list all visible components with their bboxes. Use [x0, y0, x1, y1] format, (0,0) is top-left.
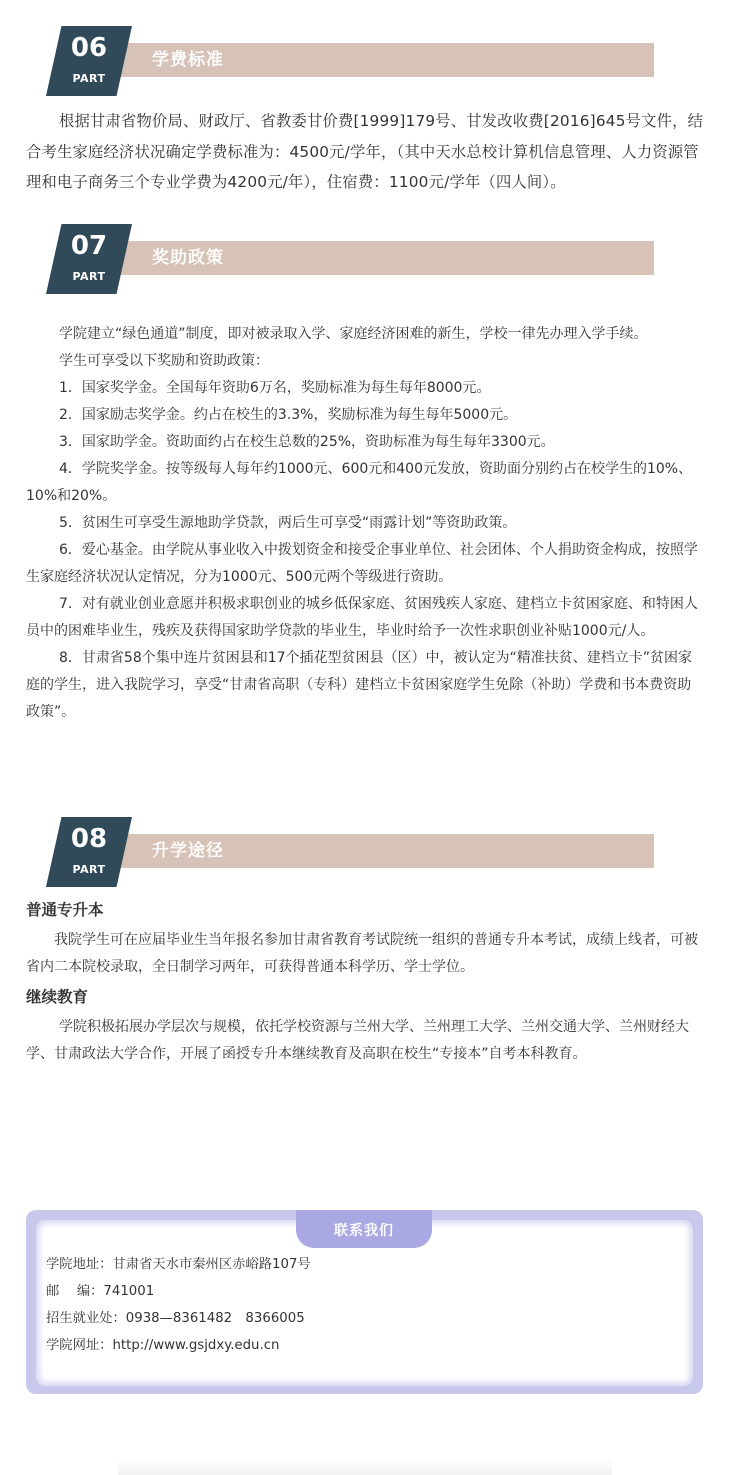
policy-item: 1．国家奖学金。全国每年资助6万名，奖励标准为每生每年8000元。: [59, 380, 491, 396]
section-number: 08: [70, 824, 108, 854]
section-title: 升学途径: [152, 841, 224, 861]
policy-item: 2．国家励志奖学金。约占在校生的3.3%，奖励标准为每生每年5000元。: [59, 407, 518, 423]
policy-item: 8．甘肃省58个集中连片贫困县和17个插花型贫困县（区）中，被认定为“精准扶贫、建档立卡”贫困家庭的学生，进入我院学习，享受“甘肃省高职（专科）建档立卡贫困家庭学生免除（补助）学费和书本费资助政策”。: [26, 650, 693, 720]
contact-title-tab: 联系我们: [296, 1210, 432, 1248]
policy-item: 4．学院奖学金。按等级每人每年约1000元、600元和400元发放，资助面分别约占在校学生的10%、10%和20%。: [26, 461, 693, 504]
policy-paragraph: 学院建立“绿色通道”制度，即对被录取入学、家庭经济困难的新生，学校一律先办理入学手续。: [59, 326, 648, 342]
section-header-07: [46, 224, 654, 294]
aid-policy-body: [26, 321, 704, 726]
policy-item: 6．爱心基金。由学院从事业收入中拨划资金和接受企事业单位、社会团体、个人捐助资金构成，按照学生家庭经济状况认定情况，分为1000元、500元两个等级进行资助。: [26, 542, 698, 585]
tuition-paragraph: 根据甘肃省物价局、财政厅、省教委甘价费[1999]179号、甘发改收费[2016]645号文件，结合考生家庭经济状况确定学费标准为：4500元/学年，（其中天水总校计算机信息管理、人力资源管理和电子商务三个专业学费为4200元/年），住宿费：1100元/学年（四人间）。: [26, 112, 704, 191]
section-title: 学费标准: [152, 50, 224, 70]
contact-phone: 招生就业处：0938—8361482 8366005: [46, 1311, 305, 1326]
contact-postcode: 邮 编：741001: [46, 1284, 155, 1299]
policy-item: 3．国家助学金。资助面约占在校生总数的25%，资助标准为每生每年3300元。: [59, 434, 555, 450]
footer-divider: [118, 1458, 612, 1475]
section-number: 06: [70, 33, 108, 63]
contact-address: 学院地址：甘肃省天水市秦州区赤峪路107号: [46, 1257, 311, 1272]
policy-item: 7．对有就业创业意愿并积极求职创业的城乡低保家庭、贫困残疾人家庭、建档立卡贫困家庭、和特困人员中的困难毕业生，残疾及获得国家助学贷款的毕业生，毕业时给予一次性求职创业补贴1000元/人。: [26, 596, 698, 639]
policy-item: 5．贫困生可享受生源地助学贷款，两后生可享受“雨露计划”等资助政策。: [59, 515, 517, 531]
upgrade-paragraph: 我院学生可在应届毕业生当年报名参加甘肃省教育考试院统一组织的普通专升本考试，成绩上线者，可被省内二本院校录取，全日制学习两年，可获得普通本科学历、学士学位。: [26, 932, 698, 975]
policy-paragraph: 学生可享受以下奖励和资助政策：: [59, 353, 269, 369]
section-part-label: PART: [72, 72, 106, 85]
subheading-upgrade: 普通专升本: [26, 901, 104, 919]
contact-card: [26, 1210, 703, 1394]
section-part-label: PART: [72, 863, 106, 876]
contact-website[interactable]: 学院网址：http://www.gsjdxy.edu.cn: [46, 1338, 280, 1353]
section-header-06: [46, 26, 654, 96]
section-header-08: [46, 817, 654, 887]
subheading-continuing-education: 继续教育: [26, 988, 89, 1006]
section-part-label: PART: [72, 270, 106, 283]
section-number: 07: [70, 231, 108, 261]
continuing-education-paragraph: 学院积极拓展办学层次与规模，依托学校资源与兰州大学、兰州理工大学、兰州交通大学、兰州财经大学、甘肃政法大学合作，开展了函授专升本继续教育及高职在校生“专接本”自考本科教育。: [26, 1019, 689, 1062]
section-title: 奖助政策: [152, 248, 224, 268]
